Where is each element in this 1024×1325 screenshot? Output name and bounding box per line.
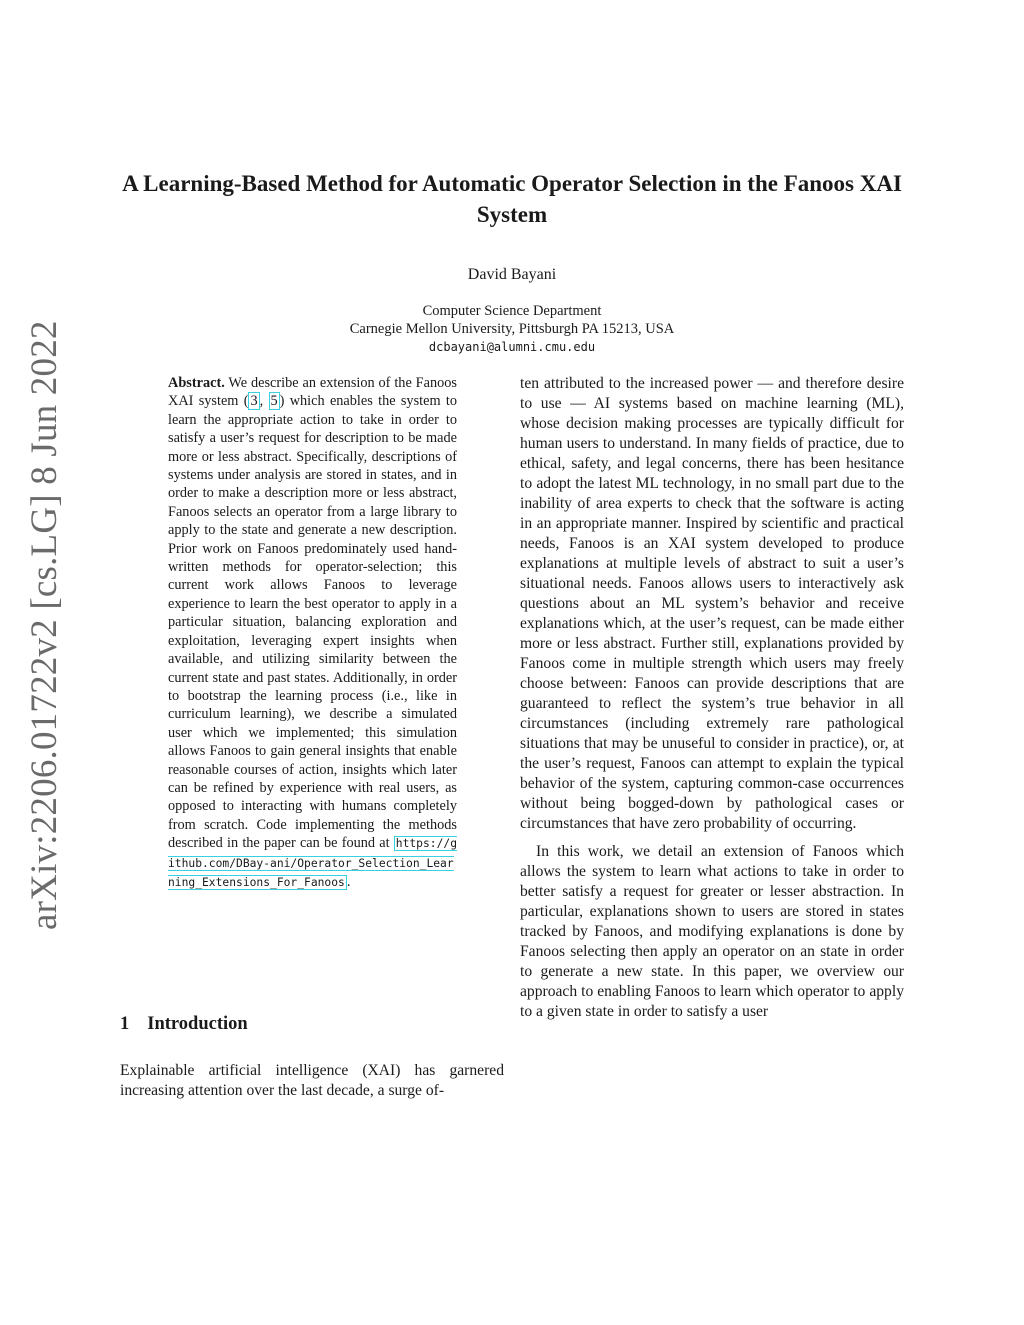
right-column [520,374,904,1022]
citation-link-3[interactable]: 3 [250,393,258,410]
citation-link-5[interactable]: 5 [270,393,278,410]
affiliation-block [0,302,1024,356]
section-heading-introduction [120,1014,248,1035]
abstract-text-end: . [346,873,351,890]
citation-separator: , [259,393,269,410]
intro-paragraph-left: Explainable artificial intelligence (XAI) has garnered increasing attention over the last decade, a surge of- [120,1062,504,1099]
affiliation-university: Carnegie Mellon University, Pittsburgh PA 15213, USA [349,321,675,337]
paper-title: A Learning-Based Method for Automatic Operator Selection in the Fanoos XAI System [122,171,902,227]
abstract-text-part1: We describe an extension of the Fanoos XAI system ( [168,375,457,410]
affiliation-department: Computer Science Department [422,303,602,319]
section-title: Introduction [147,1014,248,1034]
abstract-text-part2: ) which enables the system to learn the appropriate action to take in order to satisfy a user’s request for description to be made more or less abstract. Specifically, descriptions of systems under analysis are stored in states, and in order to make a description more or less abstract, Fanoos selects an operator from a large library to apply to the state and generate a new description. Prior work on Fanoos predominately used hand-written methods for operator-selection; this current work allows Fanoos to leverage experience to learn the best operator to apply in a particular situation, balancing exploration and exploitation, leveraging expert insights when available, and utilizing similarity between the current state and past states. Additionally, in order to bootstrap the learning process (i.e., like in curriculum learning), we describe a simulated user which we implemented; this simulation allows Fanoos to gain general insights that enable reasonable courses of action, insights which later can be refined by experience with real users, as opposed to interacting with humans completely from scratch. Code implementing the methods described in the paper can be found at [168,393,457,852]
github-code-link[interactable]: https://github.com/DBay-ani/Operator_Selection_Learning_Extensions_For_Fanoos [168,837,457,889]
abstract [168,374,457,892]
author-name: David Bayani [467,266,557,283]
abstract-label: Abstract. [168,375,225,391]
author-email[interactable]: dcbayani@alumni.cmu.edu [428,340,596,354]
section-number: 1 [120,1014,130,1034]
arxiv-identifier-stamp: arXiv:2206.01722v2 [cs.LG] 8 Jun 2022 [24,320,65,930]
intro-paragraph-this-work: In this work, we detail an extension of Fanoos which allows the system to learn what actions to take in order to better satisfy a request for greater or lesser abstraction. In particular, explanations shown to users are stored in states tracked by Fanoos, and modifying explanations is done by Fanoos selecting then apply an operator on an state in order to generate a new state. In this paper, we overview our approach to enabling Fanoos to learn which operator to apply to a given state in order to satisfy a user [520,843,904,1020]
intro-paragraph-continued: ten attributed to the increased power — and therefore desire to use — AI systems based on machine learning (ML), whose decision making processes are typically difficult for human users to understand. In many fields of practice, due to ethical, safety, and legal concerns, there has been hesitance to adopt the latest ML technology, in no small part due to the inability of area experts to check that the software is acting in an appropriate manner. Inspired by scientific and practical needs, Fanoos is an XAI system developed to produce explanations at multiple levels of abstract to suit a user’s situational needs. Fanoos allows users to interactively ask questions about an ML system’s behavior and receive explanations which, at the user’s request, can be made either more or less abstract. Further still, explanations provided by Fanoos come in multiple strength which users may freely choose between: Fanoos can provide descriptions that are guaranteed to reflect the system’s true behavior in all circumstances (including extremely rare pathological situations that may be unuseful to consider in practice), or, at the user’s request, Fanoos can attempt to explain the typical behavior of the system, capturing common-case occurrences without being bogged-down by pathological cases or circumstances that have zero probability of occurring. [520,375,904,832]
